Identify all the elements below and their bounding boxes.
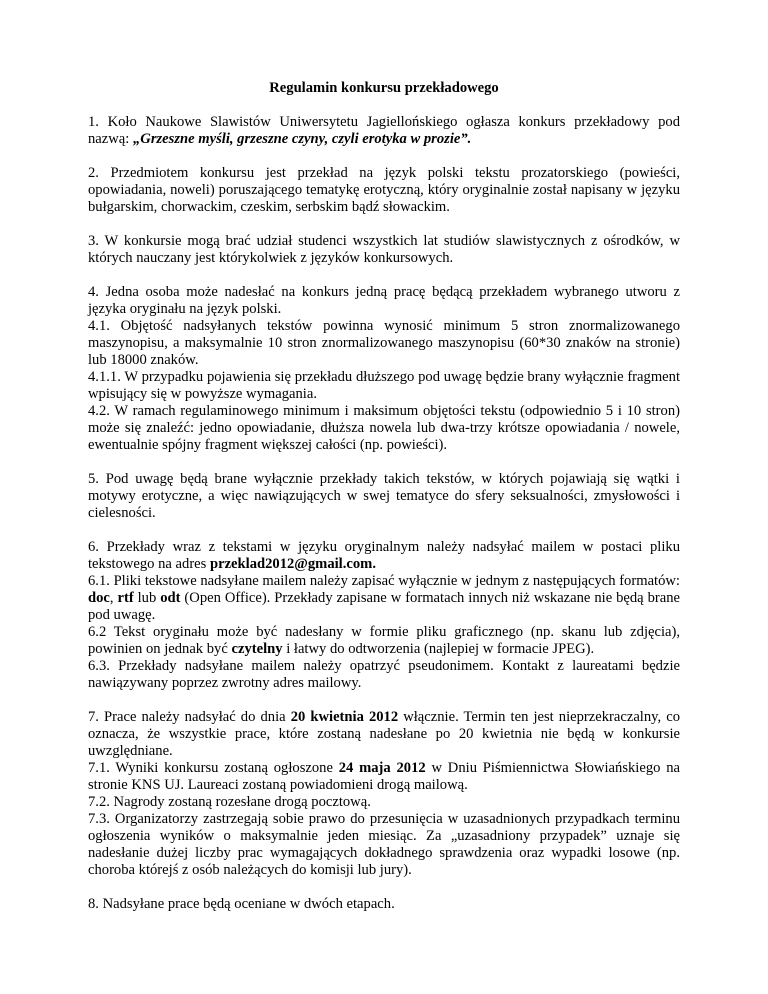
section-6 <box>88 539 680 692</box>
paragraph-6-2 <box>88 624 680 658</box>
paragraph-6-2-text-b: i łatwy do odtworzenia (najlepiej w formacie JPEG). <box>282 641 595 657</box>
paragraph-6-1 <box>88 573 680 624</box>
paragraph-7 <box>88 709 680 760</box>
paragraph-7-1-text-a: 7.1. Wyniki konkursu zostaną ogłoszone <box>88 760 339 776</box>
format-rtf: rtf <box>117 590 134 606</box>
paragraph-1-text: 1. Koło Naukowe Slawistów Uniwersytetu Jagiellońskiego ogłasza konkurs przekładowy pod nazwą: <box>88 114 680 147</box>
paragraph-4: 4. Jedna osoba może nadesłać na konkurs jedną pracę będącą przekładem wybranego utworu z języka oryginału na język polski. <box>88 284 680 317</box>
paragraph-7-1 <box>88 760 680 794</box>
section-7 <box>88 709 680 879</box>
paragraph-6-1-text-b: , <box>109 590 118 606</box>
paragraph-7-1-text-b: w Dniu Piśmiennictwa Słowiańskiego na stronie KNS UJ. Laureaci zostaną powiadomieni drogą mailową. <box>88 760 680 793</box>
paragraph-7-3: 7.3. Organizatorzy zastrzegają sobie prawo do przesunięcia w uzasadnionych przypadkach terminu ogłoszenia wyników o maksymalnie jeden miesiąc. Za „uzasadniony przypadek” uznaje się nadesłanie dużej liczby prac wymagających dokładnego sprawdzenia oraz wypadki losowe (np. choroba którejś z osób należących do komisji lub jury). <box>88 811 680 878</box>
format-doc: doc <box>88 590 110 606</box>
paragraph-6-1-text-d: (Open Office). Przekłady zapisane w formatach innych niż wskazane nie będą brane pod uwagę. <box>88 590 680 623</box>
paragraph-6-1-text-a: 6.1. Pliki tekstowe nadsyłane mailem należy zapisać wyłącznie w jednym z następujących formatów: <box>88 573 680 589</box>
deadline-date: 20 kwietnia 2012 <box>290 709 399 725</box>
section-4 <box>88 284 680 454</box>
paragraph-8: 8. Nadsyłane prace będą oceniane w dwóch etapach. <box>88 896 395 912</box>
section-1 <box>88 114 680 148</box>
section-5 <box>88 471 680 522</box>
paragraph-1 <box>88 114 680 148</box>
paragraph-4-1: 4.1. Objętość nadsyłanych tekstów powinna wynosić minimum 5 stron znormalizowanego maszynopisu, a maksymalnie 10 stron znormalizowanego maszynopisu (60*30 znaków na stronie) lub 18000 znaków. <box>88 318 680 368</box>
paragraph-6-2-text-a: 6.2 Tekst oryginału może być nadesłany w formie pliku graficznego (np. skanu lub zdjęcia), powinien on jednak być <box>88 624 680 657</box>
paragraph-2: 2. Przedmiotem konkursu jest przekład na język polski tekstu prozatorskiego (powieści, opowiadania, noweli) poruszającego tematykę erotyczną, który oryginalnie został napisany w języku bułgarskim, chorwackim, czeskim, serbskim bądź słowackim. <box>88 165 680 215</box>
paragraph-3: 3. W konkursie mogą brać udział studenci wszystkich lat studiów slawistycznych z ośrodków, w których nauczany jest którykolwiek z języków konkursowych. <box>88 233 680 266</box>
format-odt: odt <box>160 590 181 606</box>
paragraph-6 <box>88 539 680 573</box>
paragraph-6-3: 6.3. Przekłady nadsyłane mailem należy opatrzyć pseudonimem. Kontakt z laureatami będzie nawiązywany poprzez zwrotny adres mailowy. <box>88 658 680 691</box>
paragraph-7-text-b: włącznie. Termin ten jest nieprzekraczalny, co oznacza, że wszystkie prace, które zostaną nadesłane po 20 kwietnia nie będą w konkursie uwzględniane. <box>88 709 681 759</box>
paragraph-6-1-text-c: lub <box>133 590 161 606</box>
results-date: 24 maja 2012 <box>338 760 426 776</box>
paragraph-7-text-a: 7. Prace należy nadsyłać do dnia <box>88 709 291 725</box>
contest-email: przeklad2012@gmail.com. <box>209 556 376 572</box>
paragraph-4-1-1: 4.1.1. W przypadku pojawienia się przekładu dłuższego pod uwagę będzie brany wyłącznie fragment wpisujący się w powyższe wymagania. <box>88 369 680 402</box>
section-2 <box>88 165 680 216</box>
section-3 <box>88 233 680 267</box>
paragraph-4-2: 4.2. W ramach regulaminowego minimum i maksimum objętości tekstu (odpowiednio 5 i 10 stron) może się znaleźć: jedno opowiadanie, dłuższa nowela lub dwa-trzy krótsze opowiadania / nowele, ewentualnie spójny fragment większej całości (np. powieści). <box>88 403 680 453</box>
contest-name: „Grzeszne myśli, grzeszne czyny, czyli erotyka w prozie”. <box>132 131 472 147</box>
readable-emphasis: czytelny <box>231 641 283 657</box>
paragraph-7-2: 7.2. Nagrody zostaną rozesłane drogą pocztową. <box>88 794 371 810</box>
paragraph-6-text: 6. Przekłady wraz z tekstami w języku oryginalnym należy nadsyłać mailem w postaci pliku tekstowego na adres <box>88 539 680 572</box>
section-8 <box>88 896 680 913</box>
page-title: Regulamin konkursu przekładowego <box>269 80 499 96</box>
paragraph-5: 5. Pod uwagę będą brane wyłącznie przekłady takich tekstów, w których pojawiają się wątki i motywy erotyczne, a więc nawiązujących w swej tematyce do sfery seksualności, zmysłowości i cielesności. <box>88 471 680 521</box>
